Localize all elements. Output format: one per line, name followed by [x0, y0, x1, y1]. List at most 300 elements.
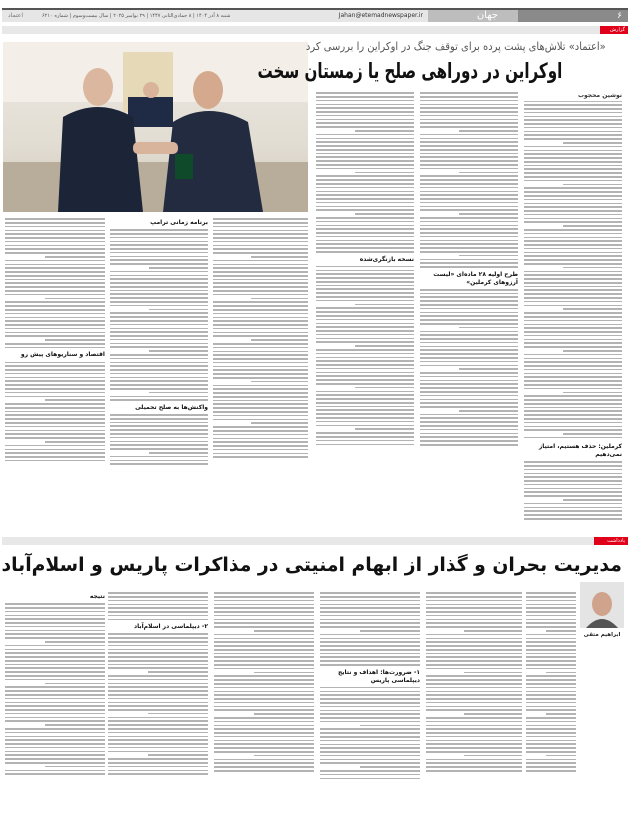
text-line — [355, 130, 414, 132]
text-line — [108, 690, 208, 692]
text-line — [355, 172, 414, 174]
text-line — [213, 366, 308, 368]
text-line — [213, 264, 308, 266]
text-line — [420, 417, 518, 419]
text-line — [320, 762, 420, 764]
text-line — [426, 626, 522, 628]
text-line — [5, 736, 105, 738]
note-title — [1, 553, 625, 579]
text-line — [214, 622, 314, 624]
text-line — [316, 292, 414, 294]
text-line — [526, 766, 576, 768]
text-line — [420, 187, 518, 189]
text-line — [110, 418, 208, 420]
text-line — [563, 184, 622, 186]
text-line — [214, 604, 314, 606]
text-line — [526, 645, 576, 647]
text-line — [526, 762, 576, 764]
text-line — [316, 96, 414, 98]
text-line — [316, 383, 414, 385]
text-line — [524, 263, 622, 265]
text-line — [5, 679, 105, 681]
text-line — [5, 460, 105, 462]
text-line — [524, 282, 622, 284]
text-line — [526, 717, 576, 719]
text-line — [316, 225, 414, 227]
text-line — [526, 626, 576, 628]
text-line — [108, 600, 208, 602]
text-line — [213, 279, 308, 281]
text-line — [426, 702, 522, 704]
text-line — [5, 698, 105, 700]
text-line — [5, 418, 105, 420]
text-line — [524, 112, 622, 114]
text-line — [459, 130, 518, 132]
text-line — [524, 240, 622, 242]
subhead: نسخه بازنگری‌شده — [359, 255, 414, 263]
text-line — [5, 717, 105, 719]
text-line — [426, 615, 522, 617]
text-line — [148, 713, 208, 715]
text-line — [459, 410, 518, 412]
text-line — [5, 603, 105, 605]
text-line — [526, 759, 576, 761]
text-line — [110, 293, 208, 295]
text-line — [524, 138, 622, 140]
text-line — [108, 679, 208, 681]
text-line — [426, 743, 522, 745]
text-line — [108, 773, 208, 775]
text-line — [420, 119, 518, 121]
text-line — [110, 248, 208, 250]
text-line — [108, 596, 208, 598]
text-line — [316, 323, 414, 325]
text-line — [254, 672, 314, 674]
text-line — [563, 142, 622, 144]
text-line — [320, 604, 420, 606]
text-line — [5, 637, 105, 639]
text-line — [214, 592, 314, 594]
text-line — [420, 262, 518, 264]
text-line — [524, 399, 622, 401]
text-line — [316, 149, 414, 151]
text-line — [316, 421, 414, 423]
text-line — [214, 725, 314, 727]
subhead: ۱- ضرورت‌ها: اهداف و نتایج دیپلماسی پاریس — [337, 668, 420, 684]
text-line — [420, 107, 518, 109]
text-line — [426, 721, 522, 723]
text-lines — [420, 289, 518, 446]
text-line — [108, 705, 208, 707]
text-line — [526, 634, 576, 636]
text-line — [108, 645, 208, 647]
text-line — [5, 286, 105, 288]
author-name: ابراهیم متقی — [583, 632, 621, 638]
text-line — [316, 444, 414, 446]
text-line — [426, 675, 522, 677]
text-line — [110, 346, 208, 348]
text-line — [524, 365, 622, 367]
text-line — [316, 228, 414, 230]
text-line — [420, 402, 518, 404]
text-line — [5, 328, 105, 330]
text-line — [214, 656, 314, 658]
text-line — [524, 429, 622, 431]
text-line — [420, 406, 518, 408]
text-line — [316, 368, 414, 370]
text-line — [110, 460, 208, 462]
text-line — [316, 122, 414, 124]
text-line — [526, 611, 576, 613]
text-line — [524, 369, 622, 371]
text-line — [426, 596, 522, 598]
text-line — [316, 160, 414, 162]
text-line — [213, 419, 308, 421]
text-line — [526, 619, 576, 621]
text-line — [5, 433, 105, 435]
text-line — [420, 141, 518, 143]
text-line — [420, 296, 518, 298]
text-line — [524, 342, 622, 344]
text-line — [316, 375, 414, 377]
text-line — [526, 600, 576, 602]
text-line — [110, 237, 208, 239]
text-line — [213, 248, 308, 250]
text-line — [213, 241, 308, 243]
text-line — [5, 667, 105, 669]
text-line — [420, 349, 518, 351]
text-line — [526, 728, 576, 730]
text-line — [316, 138, 414, 140]
text-line — [5, 732, 105, 734]
text-line — [426, 759, 522, 761]
text-line — [459, 172, 518, 174]
text-line — [316, 326, 414, 328]
text-line — [426, 762, 522, 764]
text-line — [5, 622, 105, 624]
text-line — [420, 266, 518, 268]
text-line — [524, 476, 622, 478]
subhead: اقتصاد و سناریوهای پیش رو — [20, 351, 105, 359]
text-line — [110, 271, 208, 273]
text-line — [5, 317, 105, 319]
text-line — [426, 611, 522, 613]
text-line — [316, 266, 414, 268]
text-line — [316, 175, 414, 177]
text-line — [110, 301, 208, 303]
text-line — [213, 230, 308, 232]
text-line — [5, 633, 105, 635]
text-line — [420, 92, 518, 94]
text-line — [420, 323, 518, 325]
text-line — [316, 334, 414, 336]
text-line — [5, 664, 105, 666]
text-line — [524, 327, 622, 329]
text-line — [320, 713, 420, 715]
text-line — [5, 237, 105, 239]
text-line — [360, 630, 420, 632]
text-line — [5, 407, 105, 409]
text-line — [316, 187, 414, 189]
text-line — [524, 191, 622, 193]
subhead: نتیجه — [89, 593, 105, 600]
text-line — [5, 630, 105, 632]
text-line — [526, 709, 576, 711]
text-line — [526, 698, 576, 700]
text-line — [426, 691, 522, 693]
text-line — [524, 168, 622, 170]
text-line — [420, 156, 518, 158]
text-line — [316, 379, 414, 381]
text-line — [524, 422, 622, 424]
text-line — [5, 770, 105, 772]
text-line — [316, 311, 414, 313]
text-line — [420, 391, 518, 393]
subhead: ۲- دیپلماسی در اسلام‌آباد — [134, 623, 208, 631]
text-line — [108, 736, 208, 738]
text-line — [320, 778, 420, 780]
text-line — [526, 679, 576, 681]
text-line — [108, 717, 208, 719]
text-line — [524, 172, 622, 174]
text-line — [426, 687, 522, 689]
section-email[interactable]: Jahan@etemadnewspaper.ir — [338, 12, 423, 19]
text-line — [254, 630, 314, 632]
text-line — [420, 175, 518, 177]
text-line — [524, 373, 622, 375]
text-line — [420, 372, 518, 374]
text-line — [5, 618, 105, 620]
text-line — [213, 426, 308, 428]
text-line — [420, 115, 518, 117]
text-line — [214, 740, 314, 742]
text-line — [320, 702, 420, 704]
text-line — [420, 440, 518, 442]
text-line — [426, 622, 522, 624]
text-line — [524, 461, 622, 463]
text-line — [214, 611, 314, 613]
text-line — [420, 376, 518, 378]
note-title-text: مدیریت بحران و گذار از ابهام امنیتی در مذاکرات پاریس و اسلام‌آباد — [1, 554, 622, 576]
text-line — [526, 622, 576, 624]
text-line — [526, 732, 576, 734]
text-line — [5, 343, 105, 345]
text-line — [426, 653, 522, 655]
text-line — [426, 740, 522, 742]
text-line — [316, 107, 414, 109]
text-line — [316, 357, 414, 359]
text-line — [213, 347, 308, 349]
text-line — [110, 343, 208, 345]
text-line — [426, 770, 522, 772]
report-title — [257, 58, 622, 84]
text-line — [108, 770, 208, 772]
text-line — [526, 641, 576, 643]
text-line — [316, 194, 414, 196]
note-strip — [2, 537, 628, 545]
text-line — [524, 518, 622, 520]
text-line — [420, 421, 518, 423]
text-line — [213, 313, 308, 315]
text-line — [5, 377, 105, 379]
text-lines — [108, 592, 208, 620]
text-line — [108, 686, 208, 688]
text-line — [420, 206, 518, 208]
text-line — [426, 649, 522, 651]
text-line — [213, 275, 308, 277]
text-lines — [524, 104, 622, 438]
text-line — [214, 607, 314, 609]
text-line — [213, 388, 308, 390]
subhead: واکنش‌ها به صلح تحمیلی — [135, 403, 208, 411]
text-line — [524, 376, 622, 378]
text-line — [110, 380, 208, 382]
text-line — [5, 290, 105, 292]
text-line — [316, 285, 414, 287]
text-line — [320, 691, 420, 693]
text-line — [213, 271, 308, 273]
text-line — [213, 453, 308, 455]
text-line — [563, 225, 622, 227]
text-line — [526, 770, 576, 772]
text-line — [316, 209, 414, 211]
text-line — [563, 433, 622, 435]
text-line — [108, 607, 208, 609]
text-line — [213, 362, 308, 364]
text-line — [316, 440, 414, 442]
text-line — [524, 414, 622, 416]
text-line — [524, 437, 622, 438]
text-line — [524, 150, 622, 152]
text-line — [316, 202, 414, 204]
text-line — [426, 751, 522, 753]
text-line — [5, 449, 105, 451]
text-line — [316, 251, 414, 253]
text-line — [526, 592, 576, 594]
text-line — [459, 327, 518, 329]
text-line — [420, 361, 518, 363]
text-line — [316, 288, 414, 290]
note-column-2 — [426, 590, 522, 815]
text-lines — [108, 633, 208, 775]
text-line — [524, 157, 622, 159]
report-subtitle-text: «اعتماد» تلاش‌های پشت پرده برای توقف جنگ در اوکراین را بررسی کرد — [306, 40, 607, 53]
text-line — [5, 456, 105, 458]
text-line — [524, 507, 622, 509]
text-line — [526, 751, 576, 753]
text-line — [526, 615, 576, 617]
text-line — [5, 233, 105, 235]
text-line — [526, 660, 576, 662]
text-line — [5, 739, 105, 741]
text-line — [5, 430, 105, 432]
text-line — [316, 391, 414, 393]
text-line — [110, 354, 208, 356]
text-line — [110, 358, 208, 360]
text-line — [213, 445, 308, 447]
report-title-text: اوکراین در دوراهی صلح یا زمستان سخت — [257, 59, 563, 83]
text-line — [110, 362, 208, 364]
text-line — [110, 233, 208, 235]
text-line — [5, 313, 105, 315]
text-line — [524, 237, 622, 239]
issue-date — [42, 10, 292, 22]
text-line — [524, 127, 622, 129]
text-line — [320, 687, 420, 689]
text-lines — [320, 592, 420, 665]
text-line — [316, 221, 414, 223]
text-line — [5, 652, 105, 654]
text-line — [320, 755, 420, 757]
text-line — [108, 592, 208, 594]
text-line — [420, 168, 518, 170]
text-line — [214, 706, 314, 708]
text-lines — [5, 362, 105, 462]
text-line — [5, 437, 105, 439]
text-line — [426, 604, 522, 606]
text-line — [213, 320, 308, 322]
text-line — [426, 638, 522, 640]
text-line — [5, 452, 105, 454]
text-line — [5, 713, 105, 715]
text-line — [214, 736, 314, 738]
text-line — [320, 611, 420, 613]
text-line — [110, 305, 208, 307]
text-line — [110, 312, 208, 314]
text-line — [526, 725, 576, 727]
text-line — [214, 728, 314, 730]
text-line — [524, 358, 622, 360]
text-line — [213, 369, 308, 371]
text-line — [45, 641, 105, 643]
text-line — [360, 766, 420, 768]
text-line — [213, 218, 308, 220]
text-line — [5, 705, 105, 707]
text-line — [526, 668, 576, 670]
text-line — [110, 388, 208, 390]
text-line — [213, 407, 308, 409]
text-line — [420, 383, 518, 385]
text-line — [110, 331, 208, 333]
text-line — [316, 240, 414, 242]
text-line — [5, 743, 105, 745]
text-line — [214, 596, 314, 598]
text-line — [5, 694, 105, 696]
text-line — [110, 259, 208, 261]
text-line — [108, 758, 208, 760]
text-line — [316, 164, 414, 166]
text-line — [45, 724, 105, 726]
text-line — [5, 758, 105, 760]
text-line — [320, 774, 420, 776]
text-line — [254, 755, 314, 757]
text-line — [320, 656, 420, 658]
text-line — [110, 396, 208, 398]
text-line — [426, 619, 522, 621]
text-line — [524, 388, 622, 390]
text-line — [524, 324, 622, 326]
text-line — [316, 153, 414, 155]
text-line — [320, 770, 420, 772]
text-line — [5, 445, 105, 447]
text-line — [110, 441, 208, 443]
text-line — [214, 721, 314, 723]
text-line — [213, 260, 308, 262]
text-line — [110, 339, 208, 341]
report-column-5 — [110, 216, 208, 522]
text-line — [426, 660, 522, 662]
text-line — [526, 747, 576, 749]
